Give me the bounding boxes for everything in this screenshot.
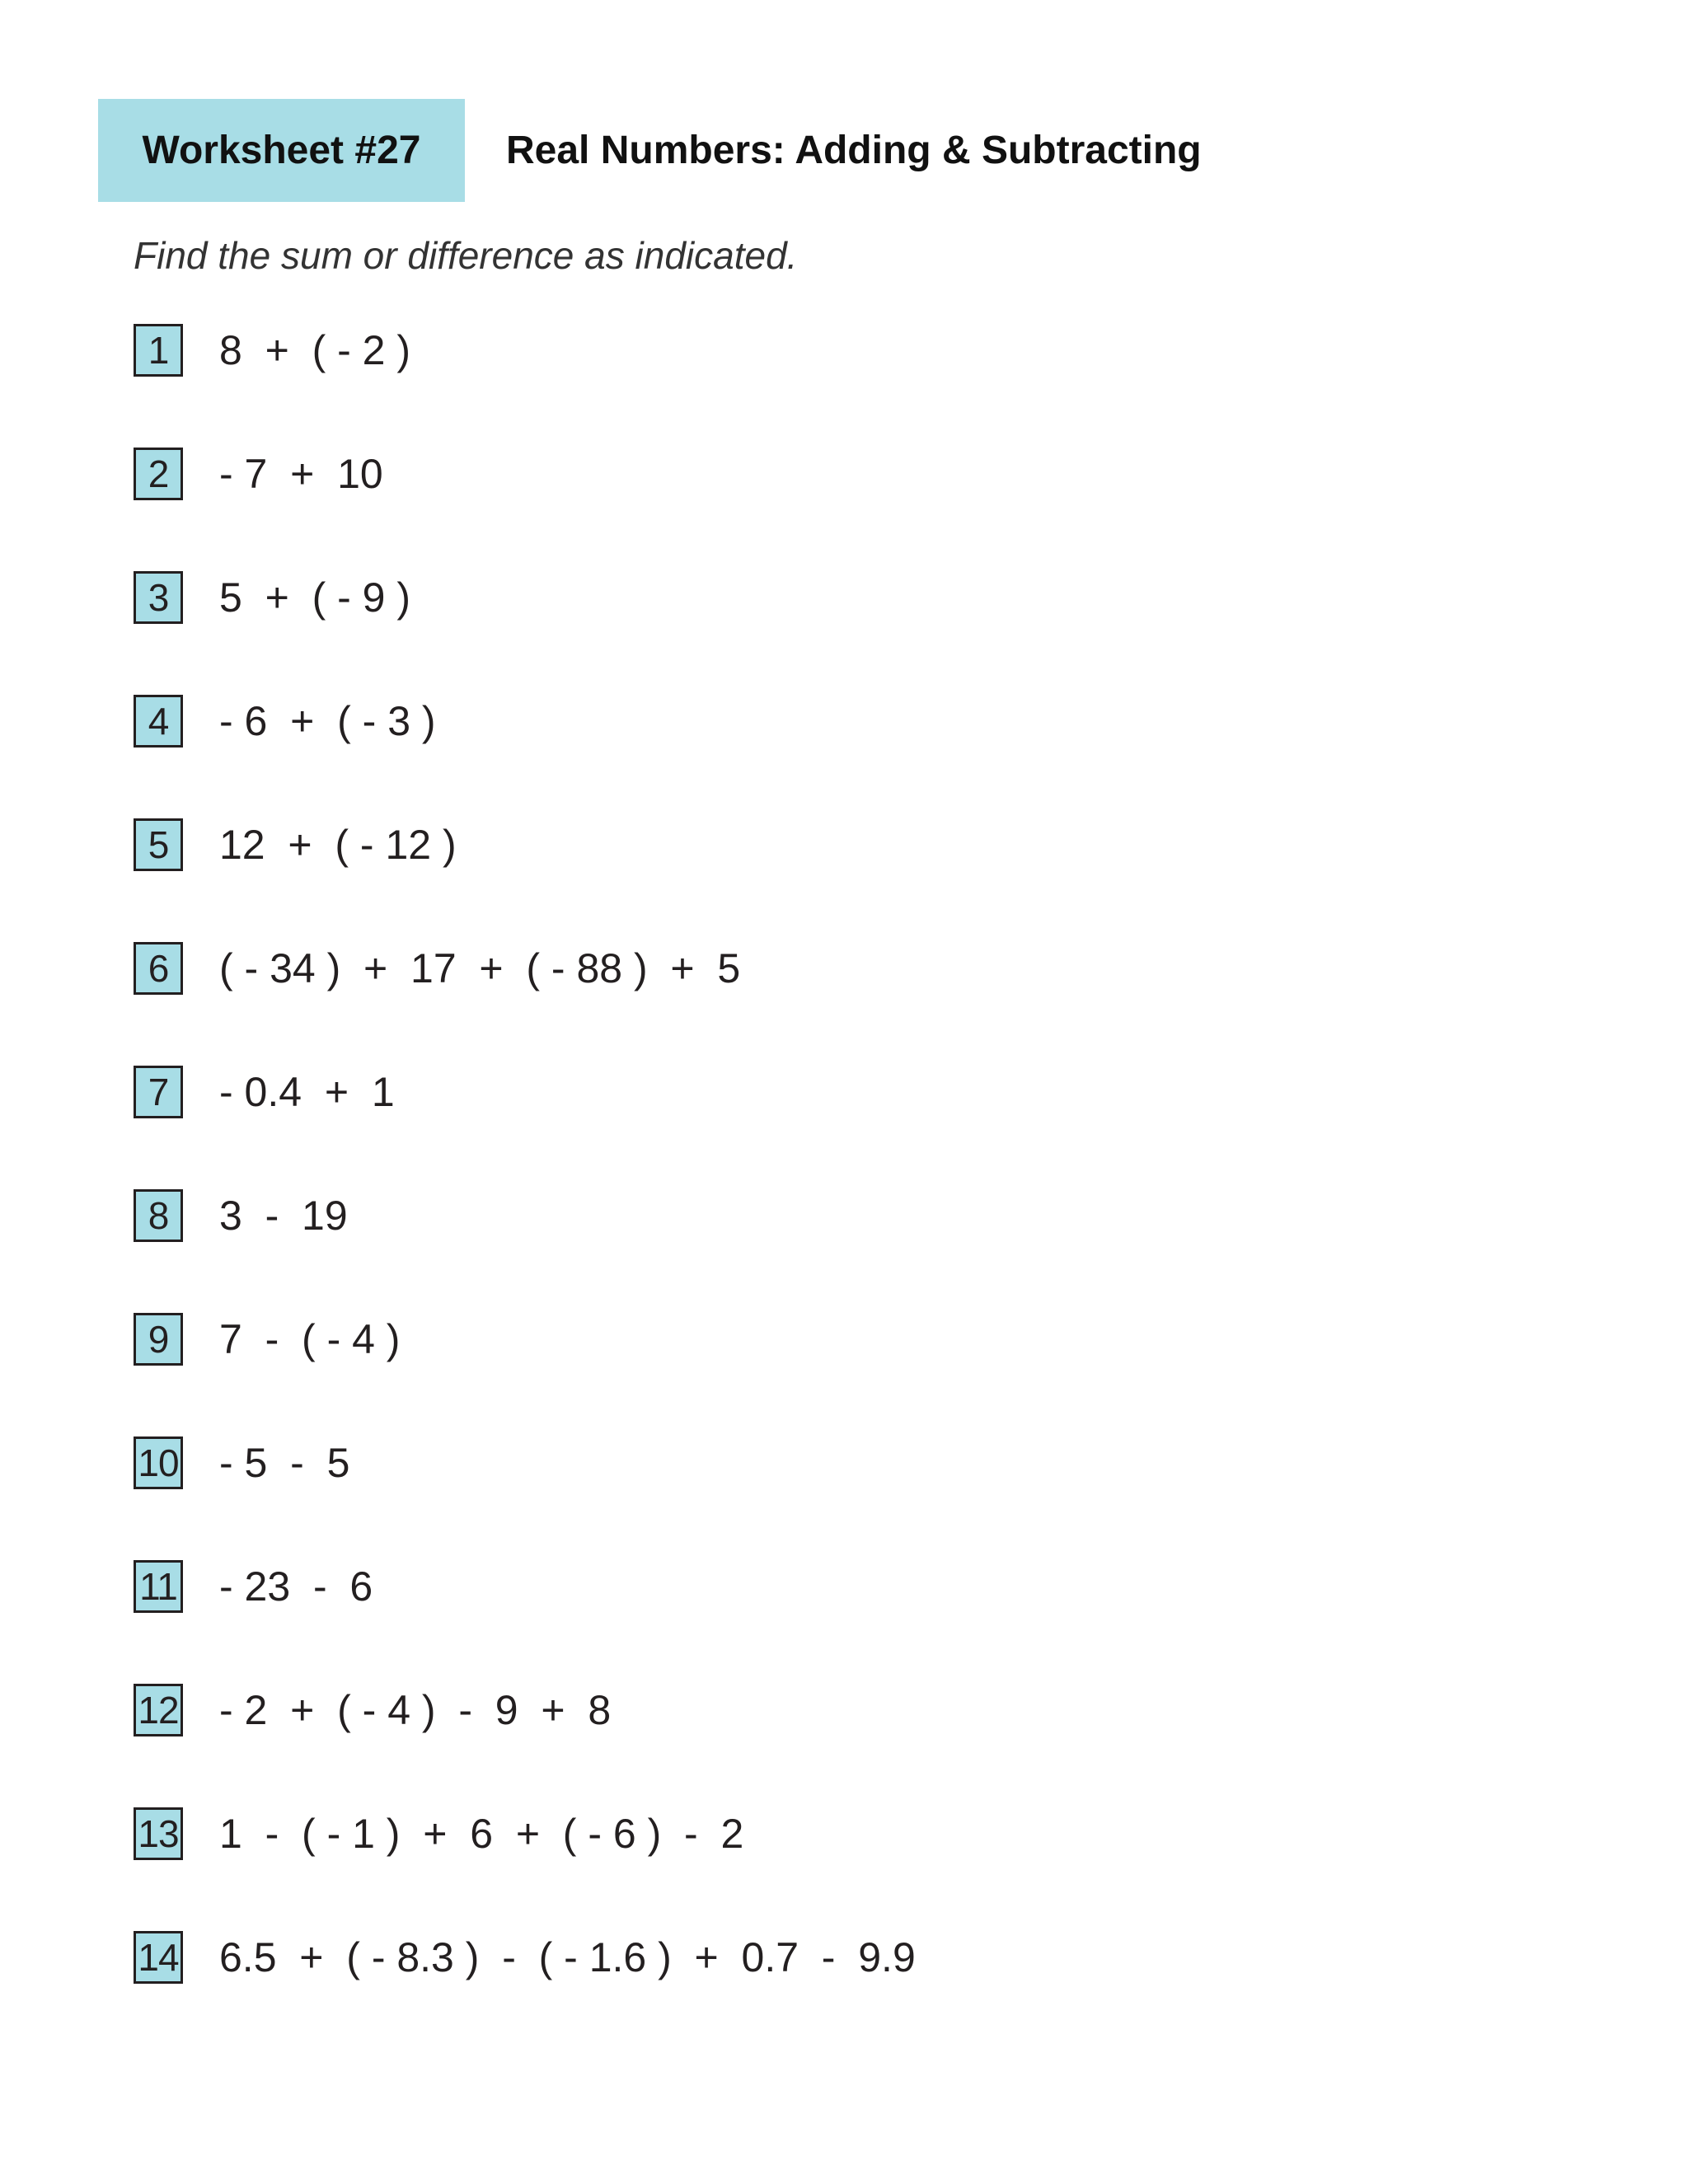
problem-number: 5 <box>134 818 183 871</box>
problem-expression: - 23 - 6 <box>219 1563 373 1610</box>
problem-number: 4 <box>134 695 183 748</box>
problem-item <box>134 1066 1617 1189</box>
problem-item <box>134 1436 1617 1560</box>
problem-expression: 7 - ( - 4 ) <box>219 1316 401 1362</box>
problem-expression: ( - 34 ) + 17 + ( - 88 ) + 5 <box>219 945 741 991</box>
problem-item <box>134 1807 1617 1931</box>
problem-number: 1 <box>134 324 183 377</box>
problem-number: 10 <box>134 1436 183 1489</box>
problem-number: 9 <box>134 1313 183 1366</box>
problem-item <box>134 448 1617 571</box>
problem-item <box>134 818 1617 942</box>
problem-number: 7 <box>134 1066 183 1118</box>
problem-item <box>134 1684 1617 1807</box>
problem-expression: 12 + ( - 12 ) <box>219 822 457 868</box>
problem-expression: 6.5 + ( - 8.3 ) - ( - 1.6 ) + 0.7 - 9.9 <box>219 1934 916 1980</box>
worksheet-label: Worksheet #27 <box>142 129 421 172</box>
problem-expression: - 6 + ( - 3 ) <box>219 698 436 744</box>
problem-item <box>134 324 1617 448</box>
problem-item <box>134 695 1617 818</box>
problem-number: 13 <box>134 1807 183 1860</box>
problem-number: 11 <box>134 1560 183 1613</box>
problem-item <box>134 1931 1617 2055</box>
problem-list <box>134 324 1617 2055</box>
instructions: Find the sum or difference as indicated. <box>134 234 798 277</box>
problem-item <box>134 1560 1617 1684</box>
problem-item <box>134 571 1617 695</box>
problem-expression: - 2 + ( - 4 ) - 9 + 8 <box>219 1687 612 1733</box>
problem-expression: 5 + ( - 9 ) <box>219 574 411 621</box>
problem-number: 8 <box>134 1189 183 1242</box>
problem-expression: 3 - 19 <box>219 1193 348 1239</box>
problem-number: 6 <box>134 942 183 995</box>
problem-number: 12 <box>134 1684 183 1736</box>
problem-expression: 8 + ( - 2 ) <box>219 327 411 373</box>
problem-item <box>134 942 1617 1066</box>
problem-item <box>134 1313 1617 1436</box>
problem-number: 14 <box>134 1931 183 1984</box>
problem-expression: - 5 - 5 <box>219 1440 350 1486</box>
problem-number: 2 <box>134 448 183 500</box>
worksheet-title: Real Numbers: Adding & Subtracting <box>506 129 1202 172</box>
problem-item <box>134 1189 1617 1313</box>
problem-expression: - 0.4 + 1 <box>219 1069 395 1115</box>
problem-expression: 1 - ( - 1 ) + 6 + ( - 6 ) - 2 <box>219 1811 744 1857</box>
problem-expression: - 7 + 10 <box>219 451 383 497</box>
problem-number: 3 <box>134 571 183 624</box>
worksheet-label-box <box>98 99 465 202</box>
